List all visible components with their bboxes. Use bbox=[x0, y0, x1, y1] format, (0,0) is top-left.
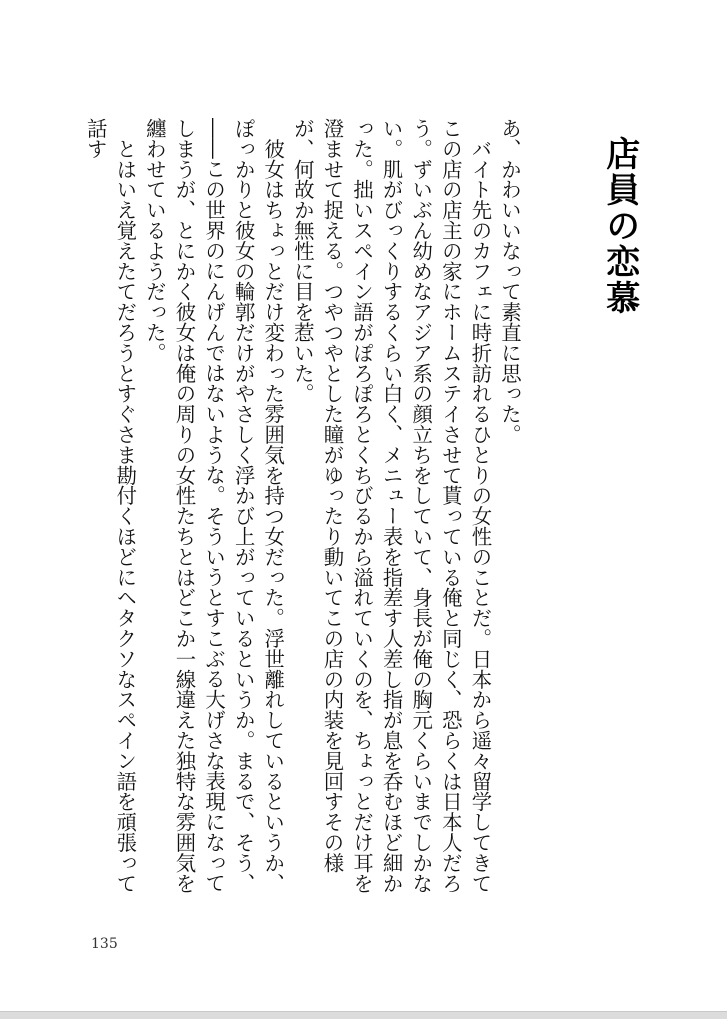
paragraph: 彼女はちょっとだけ変わった雰囲気を持つ女だった。浮世離れしているというか、ぽっかりと彼女の輪郭だけがやさしく浮かび上がっているというか。まるで、そう、――この世界のにんげんではないような。そういうとすこぶる大げさな表現になってしまうが、とにかく彼女は俺の周りの女性たちとはどこか一線違えた独特な雰囲気を纏わせているようだった。 bbox=[142, 118, 286, 894]
paragraph: バイト先のカフェに時折訪れるひとりの女性のことだ。日本から遥々留学してきてこの店の店主の家にホームステイさせて貰っている俺と同じく、恐らくは日本人だろう。ずいぶん幼めなアジア系の顔立ちをしていて、身長が俺の胸元くらいまでしかない。肌がびっくりするくらい白く、メニュー表を指差す人差し指が息を呑むほど細かった。拙いスペイン語がぽろぽろとくちびるから溢れていくのを、ちょっとだけ耳を澄ませて捉える。つやつやとした瞳がゆったり動いてこの店の内装を見回すその様が、何故か無性に目を惹いた。 bbox=[290, 118, 493, 894]
page-bottom-edge bbox=[0, 1011, 727, 1019]
body-text bbox=[80, 118, 524, 908]
page-number: 135 bbox=[91, 936, 118, 952]
chapter-title: 店員の恋慕 bbox=[599, 136, 640, 316]
paragraph: とはいえ覚えたてだろうとすぐさま勘付くほどにヘタクソなスペイン語を頑張って話す bbox=[83, 118, 138, 894]
paragraph: あ、かわいいなって素直に思った。 bbox=[498, 118, 522, 445]
